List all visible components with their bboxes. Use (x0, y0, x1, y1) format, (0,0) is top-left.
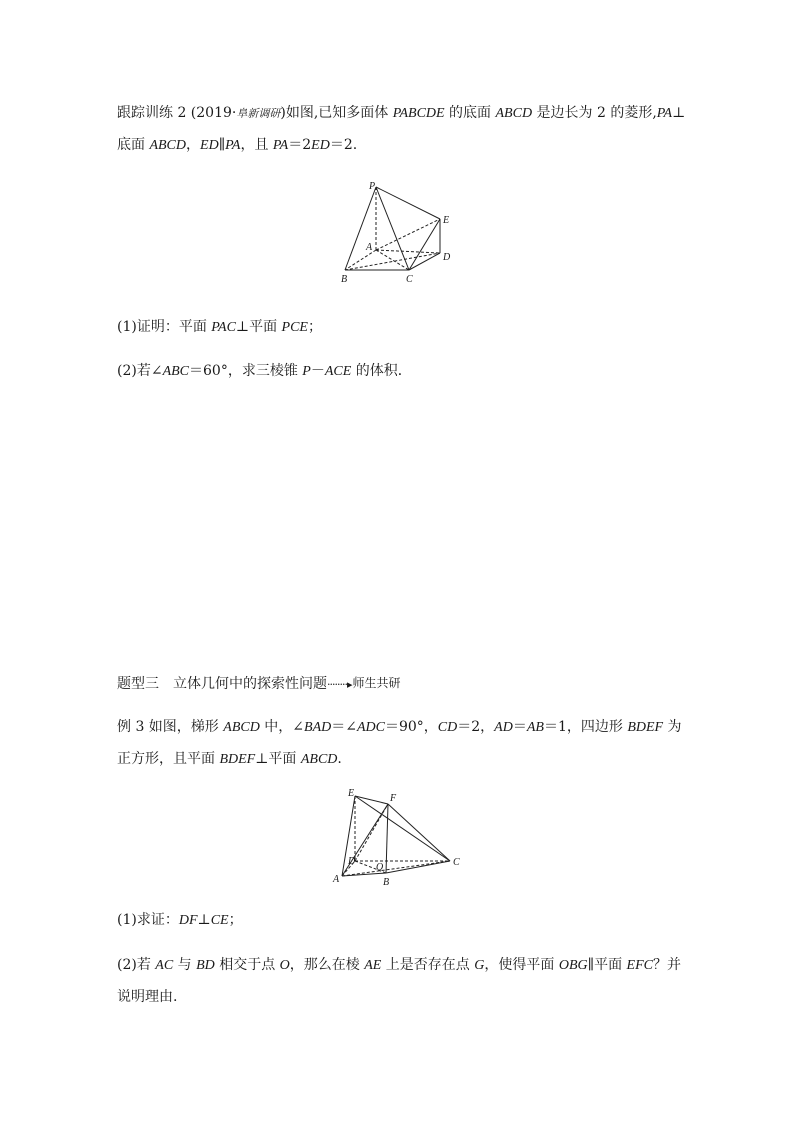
question-1 (117, 318, 322, 337)
text-run: － (310, 363, 325, 379)
label-D: D (443, 252, 451, 263)
text-run: ，那么在棱 (289, 957, 365, 973)
edge-AC (376, 250, 409, 270)
text-run: ∥平面 (587, 957, 627, 973)
math-var: ABCD (300, 752, 338, 767)
math-var: EFC (626, 958, 653, 973)
text-run: 与 (173, 957, 197, 973)
text-run: 上是否存在点 (381, 957, 475, 973)
edge-PC (376, 187, 409, 270)
edge-FC (388, 804, 450, 861)
math-var: ABCD (149, 138, 187, 153)
text-run: ，使得平面 (484, 957, 559, 973)
math-var: ABCD (223, 720, 260, 735)
text-run: ＝60°，求三棱锥 (189, 363, 303, 379)
exercise-source: 阜新调研 (236, 108, 281, 120)
label-A: A (366, 242, 373, 253)
text-run: ？并 (652, 957, 681, 973)
text-run: ∥ (218, 137, 226, 153)
exercise-line-1 (117, 104, 685, 123)
math-var: OBG (558, 958, 588, 973)
edge-AD (376, 250, 440, 253)
example-line-1 (117, 718, 682, 737)
exercise-label: 跟踪训练 2 (2019· (117, 105, 237, 121)
label-P: P (369, 181, 376, 192)
edge-PE (376, 187, 440, 219)
text-run: ＝2. (329, 137, 358, 153)
math-var: ABC (162, 364, 190, 379)
leader-dots: ········ (327, 678, 347, 691)
text-run: ＝ (512, 719, 527, 735)
math-var: G (474, 958, 485, 973)
label-C: C (453, 857, 460, 868)
text-run: ； (308, 319, 322, 335)
math-var: BD (196, 958, 215, 973)
label-F: F (390, 793, 397, 804)
edge-AC (342, 861, 450, 876)
text-run: 说明理由. (117, 989, 178, 1005)
math-var: BDEF (219, 752, 256, 767)
math-var: ADC (356, 720, 385, 735)
label-E: E (443, 215, 450, 226)
label-O: O (376, 862, 384, 873)
math-var: PCE (281, 320, 308, 335)
section-tag: 师生共研 (352, 676, 401, 690)
edge-EC (355, 796, 450, 861)
label-C: C (406, 274, 413, 285)
text-run: ⊥平面 (255, 751, 301, 767)
exercise-line-2 (117, 136, 357, 155)
math-var: AB (526, 720, 544, 735)
math-var: ED (311, 138, 330, 153)
text-run: ，且 (240, 137, 273, 153)
math-var: PA (225, 138, 241, 153)
text-run: 相交于点 (214, 957, 280, 973)
text-run: 正方形，且平面 (117, 751, 220, 767)
text-run: 的底面 (444, 105, 496, 121)
text-run: . (337, 751, 342, 767)
math-var: PAC (211, 320, 236, 335)
label-E: E (348, 788, 355, 799)
example-line-2 (117, 750, 342, 769)
math-var: AC (155, 958, 174, 973)
math-var: CD (437, 720, 458, 735)
label-A: A (333, 874, 340, 885)
text-run: ＝1，四边形 (543, 719, 628, 735)
edge-PB (345, 187, 376, 270)
text-run: ⊥ (197, 912, 211, 928)
math-var: P (302, 364, 311, 379)
example-question-1 (117, 911, 243, 930)
math-var: PA (272, 138, 289, 153)
text-run: ⊥ (672, 105, 686, 121)
label-B: B (341, 274, 348, 285)
label-D: D (348, 856, 356, 867)
section-title: 题型三 立体几何中的探索性问题 (117, 676, 327, 692)
math-var: PA (656, 106, 673, 121)
text-run: 中，∠ (259, 719, 305, 735)
math-var: ACE (324, 364, 352, 379)
math-var: CE (210, 913, 229, 928)
text-run: ； (228, 912, 243, 928)
example-question-2-line-2 (117, 988, 177, 1006)
text-run: ＝2， (457, 719, 495, 735)
text-run: ＝90°， (384, 719, 438, 735)
math-var: BAD (304, 720, 332, 735)
text-run: 例 3 如图，梯形 (117, 719, 224, 735)
edge-FB (386, 804, 388, 873)
text-run: (1)求证： (117, 912, 179, 928)
math-var: BDEF (627, 720, 664, 735)
text-run: )如图,已知多面体 (280, 105, 393, 121)
math-var: ABCD (495, 106, 533, 121)
label-B: B (383, 877, 390, 888)
text-run: ＝2 (288, 137, 312, 153)
text-run: (2)若∠ (117, 363, 163, 379)
text-run: (2)若 (117, 957, 156, 973)
edge-DF (355, 804, 388, 861)
text-run: 为 (663, 719, 682, 735)
math-var: ED (200, 138, 219, 153)
math-var: DF (178, 913, 198, 928)
text-run: 底面 (117, 137, 150, 153)
text-run: 是边长为 2 的菱形, (532, 105, 657, 121)
example-question-2-line-1 (117, 956, 681, 975)
text-run: ⊥平面 (235, 319, 282, 335)
text-run: 的体积． (351, 363, 412, 379)
edge-BD (345, 253, 440, 270)
edge-EF (355, 796, 388, 804)
section-heading (117, 674, 401, 694)
math-var: PABCDE (392, 106, 445, 121)
text-run: (1)证明：平面 (117, 319, 212, 335)
edge-CE (409, 219, 440, 270)
math-var: AD (494, 720, 513, 735)
math-var: O (279, 958, 290, 973)
math-var: AE (364, 958, 382, 973)
polyhedron-figure (330, 178, 460, 288)
text-run: ＝∠ (331, 719, 357, 735)
trapezoid-square-figure (330, 784, 470, 894)
text-run: ， (186, 137, 201, 153)
arrow-icon: ▸ (346, 678, 353, 691)
edge-BC (386, 861, 450, 873)
question-2 (117, 362, 412, 381)
